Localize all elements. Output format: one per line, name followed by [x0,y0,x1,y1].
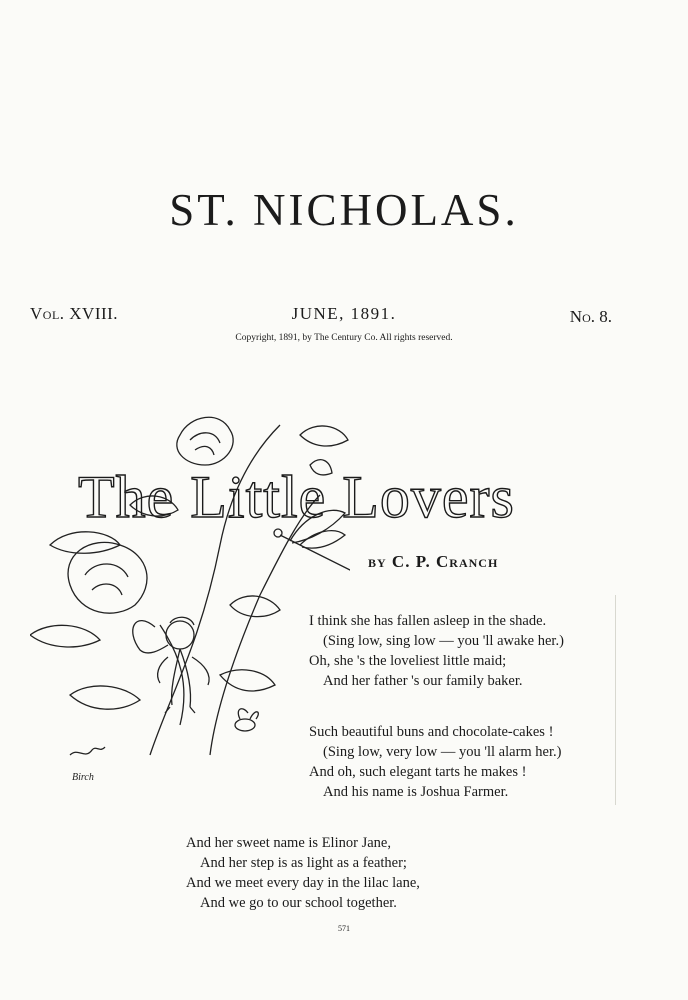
poem-line: And oh, such elegant tarts he makes ! [309,764,527,780]
poem-title-text: The Little Lovers [78,464,515,530]
copyright-notice: Copyright, 1891, by The Century Co. All rights reserved. [235,333,453,343]
poem-stanza [309,722,561,802]
page-number: 571 [338,924,350,933]
issue-number: No. 8. [569,307,612,326]
poem-line: And we go to our school together. [200,895,397,911]
column-rule [615,595,616,805]
poem-stanza [309,611,564,691]
poem-title [70,455,630,535]
poem-line: And we meet every day in the lilac lane, [186,875,420,891]
poem-stanza [186,833,420,913]
volume-number: Vol. XVIII. [30,304,119,323]
poem-line: And her step is as light as a feather; [200,855,407,871]
poem-line: And her father 's our family baker. [323,673,523,689]
issue-date: JUNE, 1891. [291,304,397,323]
poem-line: And her sweet name is Elinor Jane, [186,835,391,851]
poem-line: Such beautiful buns and chocolate-cakes ! [309,724,554,740]
poem-line: (Sing low, very low — you 'll alarm her.) [323,744,562,760]
poem-line: I think she has fallen asleep in the shade. [309,613,547,629]
illustrator-signature: Birch [72,772,94,783]
poem-byline: by C. P. Cranch [368,552,499,571]
masthead-title: ST. NICHOLAS. [169,185,519,235]
poem-line: (Sing low, sing low — you 'll awake her.) [323,633,564,649]
poem-line: Oh, she 's the loveliest little maid; [309,653,507,669]
poem-line: And his name is Joshua Farmer. [323,784,509,800]
